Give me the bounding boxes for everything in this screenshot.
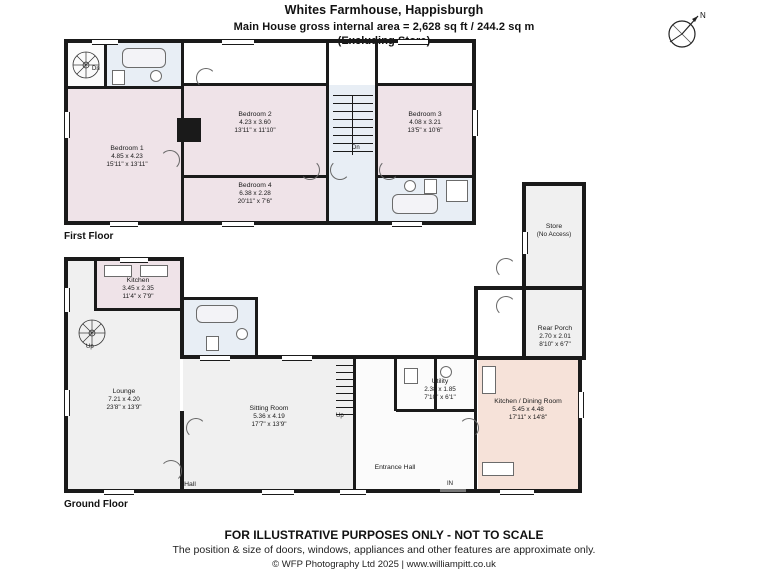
- wall-first-h3: [377, 83, 472, 86]
- window-ground-5: [262, 489, 294, 495]
- label-bedroom-4-imperial: 20'11" x 7'6": [237, 198, 273, 206]
- bathtub-first-bathroom: [392, 194, 438, 214]
- label-kitchen-dining-name: Kitchen / Dining Room: [494, 398, 562, 405]
- wall-first-chimney: [177, 118, 201, 142]
- wall-first-v3: [375, 43, 378, 221]
- label-lounge-metric: 7.21 x 4.20: [108, 396, 140, 404]
- label-bedroom-1-imperial: 15'11" x 13'11": [106, 161, 148, 169]
- window-ground-6: [340, 489, 366, 495]
- label-entrance-hall: [356, 464, 434, 472]
- label-bedroom-4: [216, 182, 294, 207]
- door-landing: [330, 160, 350, 180]
- shower-first-bathroom: [446, 180, 468, 202]
- label-hall: [170, 481, 210, 489]
- counter-kitchen-small: [104, 265, 132, 277]
- wall-g-h1: [180, 297, 258, 300]
- window-ground-1: [120, 257, 148, 263]
- window-store-1: [522, 232, 528, 254]
- wall-g-v7: [94, 259, 97, 311]
- label-bedroom-2-name: Bedroom 2: [238, 111, 272, 118]
- label-rear-porch-imperial: 8'10" x 6'7": [539, 341, 571, 349]
- label-bedroom-2-imperial: 13'11" x 11'10": [234, 127, 276, 135]
- label-store-note: (No Access): [536, 231, 572, 239]
- label-bedroom-3-metric: 4.08 x 3.21: [409, 119, 441, 127]
- label-lounge-name: Lounge: [112, 388, 136, 395]
- label-bedroom-2: [216, 111, 294, 136]
- label-kitchen-imperial: 11'4" x 7'9": [122, 293, 154, 301]
- window-ground-8: [282, 355, 312, 361]
- window-first-6: [222, 221, 254, 227]
- label-bedroom-4-name: Bedroom 4: [238, 182, 272, 189]
- wc-first-bathroom: [424, 179, 437, 194]
- label-kitchen-dining-imperial: 17'11" x 14'8": [508, 414, 548, 422]
- label-hall-name: Hall: [184, 481, 196, 488]
- label-kitchen-dining-metric: 5.45 x 4.48: [512, 406, 544, 414]
- footer-disclaimer: The position & size of doors, windows, appliances and other features are approximate only.: [172, 544, 596, 556]
- wall-store-right: [582, 182, 586, 290]
- wall-first-v2: [326, 43, 329, 221]
- label-bedroom-1-metric: 4.85 x 4.23: [111, 153, 143, 161]
- label-utility-imperial: 7'10" x 6'1": [424, 394, 456, 402]
- window-first-1: [92, 39, 118, 45]
- first-floor-label: First Floor: [64, 231, 114, 242]
- label-store: [526, 223, 582, 239]
- door-bedroom-3: [379, 160, 399, 180]
- compass-rose: [662, 8, 710, 56]
- entrance-door-threshold: [440, 489, 466, 492]
- window-first-8: [110, 221, 138, 227]
- window-first-5: [472, 110, 478, 136]
- label-kitchen-dining: [486, 398, 570, 423]
- label-entrance-hall-name: Entrance Hall: [374, 464, 416, 471]
- label-lounge: [84, 388, 164, 413]
- basin-ground: [236, 328, 248, 340]
- wall-ground-right: [578, 356, 582, 493]
- label-bedroom-1-name: Bedroom 1: [110, 145, 144, 152]
- label-utility-metric: 2.38 x 1.85: [424, 386, 456, 394]
- label-kitchen-name: Kitchen: [126, 277, 150, 284]
- footer-copyright: © WFP Photography Ltd 2025 | www.williampitt.co.uk: [272, 559, 496, 570]
- sink-kitchen-small: [140, 265, 168, 277]
- label-bedroom-3-name: Bedroom 3: [408, 111, 442, 118]
- window-ground-4: [104, 489, 134, 495]
- label-store-name: Store: [545, 223, 563, 230]
- label-rear-porch: [526, 325, 584, 350]
- label-rear-porch-metric: 2.70 x 2.01: [539, 333, 571, 341]
- label-bedroom-2-metric: 4.23 x 3.60: [239, 119, 271, 127]
- door-store: [496, 258, 516, 278]
- window-ground-10: [500, 489, 534, 495]
- basin-first-bathroom: [404, 180, 416, 192]
- label-kitchen-metric: 3.45 x 2.35: [122, 285, 154, 293]
- window-first-7: [392, 221, 422, 227]
- label-utility: [412, 378, 468, 403]
- ground-floor-label: Ground Floor: [64, 499, 128, 510]
- wall-g-v1: [255, 299, 258, 359]
- wall-ground-top-right2: [474, 356, 582, 360]
- wall-g-v3: [394, 359, 397, 411]
- footer-illustrative-notice: FOR ILLUSTRATIVE PURPOSES ONLY - NOT TO SCALE: [224, 528, 544, 542]
- wc-first-ensuite: [112, 70, 125, 85]
- label-bedroom-3: [386, 111, 464, 136]
- label-bedroom-4-metric: 6.38 x 2.28: [239, 190, 271, 198]
- door-hall: [160, 460, 182, 482]
- wall-g-h3: [96, 308, 182, 311]
- stair-direction-up-1: Up: [86, 344, 94, 350]
- stair-direction-dn-1: Dn: [92, 66, 100, 72]
- bathtub-ground: [196, 305, 238, 323]
- window-ground-3: [64, 390, 70, 416]
- label-sitting-room-name: Sitting Room: [249, 405, 289, 412]
- label-sitting-room-metric: 5.36 x 4.19: [253, 413, 285, 421]
- door-rear-porch: [496, 296, 516, 316]
- wall-first-h5: [68, 86, 183, 89]
- basin-first-ensuite: [150, 70, 162, 82]
- window-first-3: [398, 39, 428, 45]
- label-sitting-room: [229, 405, 309, 430]
- wall-first-v4: [104, 43, 107, 88]
- door-kitchen-dining: [459, 418, 479, 438]
- stair-direction-up-2: Up: [336, 413, 344, 419]
- door-bedroom-2: [196, 68, 216, 88]
- label-lounge-imperial: 23'8" x 13'9": [106, 404, 142, 412]
- stair-direction-dn-2: Dn: [352, 145, 360, 151]
- wc-ground: [206, 336, 219, 351]
- door-sitting: [186, 418, 206, 438]
- entrance-in-marker: IN: [447, 481, 453, 487]
- window-first-4: [64, 112, 70, 138]
- svg-text:N: N: [700, 11, 706, 20]
- wall-store-top: [522, 182, 586, 186]
- counter-kitchen-dining: [482, 462, 514, 476]
- gross-area-line: Main House gross internal area = 2,628 sq ft / 244.2 sq m: [233, 21, 535, 33]
- wall-ground-top-right: [474, 286, 526, 290]
- label-utility-name: Utility: [431, 378, 449, 385]
- bathtub-first-ensuite: [122, 48, 166, 68]
- wall-ground-right-step: [474, 290, 478, 359]
- window-ground-2: [64, 288, 70, 312]
- label-bedroom-1: [88, 145, 166, 170]
- wall-g-v6: [180, 411, 184, 489]
- label-kitchen: [98, 277, 178, 302]
- window-ground-7: [200, 355, 230, 361]
- basin-utility: [440, 366, 452, 378]
- window-first-2: [222, 39, 254, 45]
- page-title: Whites Farmhouse, Happisburgh: [284, 3, 484, 17]
- label-sitting-room-imperial: 17'7" x 13'9": [251, 421, 287, 429]
- label-rear-porch-name: Rear Porch: [537, 325, 573, 332]
- label-bedroom-3-imperial: 13'5" x 10'6": [407, 127, 443, 135]
- spiral-staircase-first: [72, 50, 100, 80]
- appliance-kitchen-dining: [482, 366, 496, 394]
- window-ground-9: [578, 392, 584, 418]
- door-bedroom-4: [300, 160, 320, 180]
